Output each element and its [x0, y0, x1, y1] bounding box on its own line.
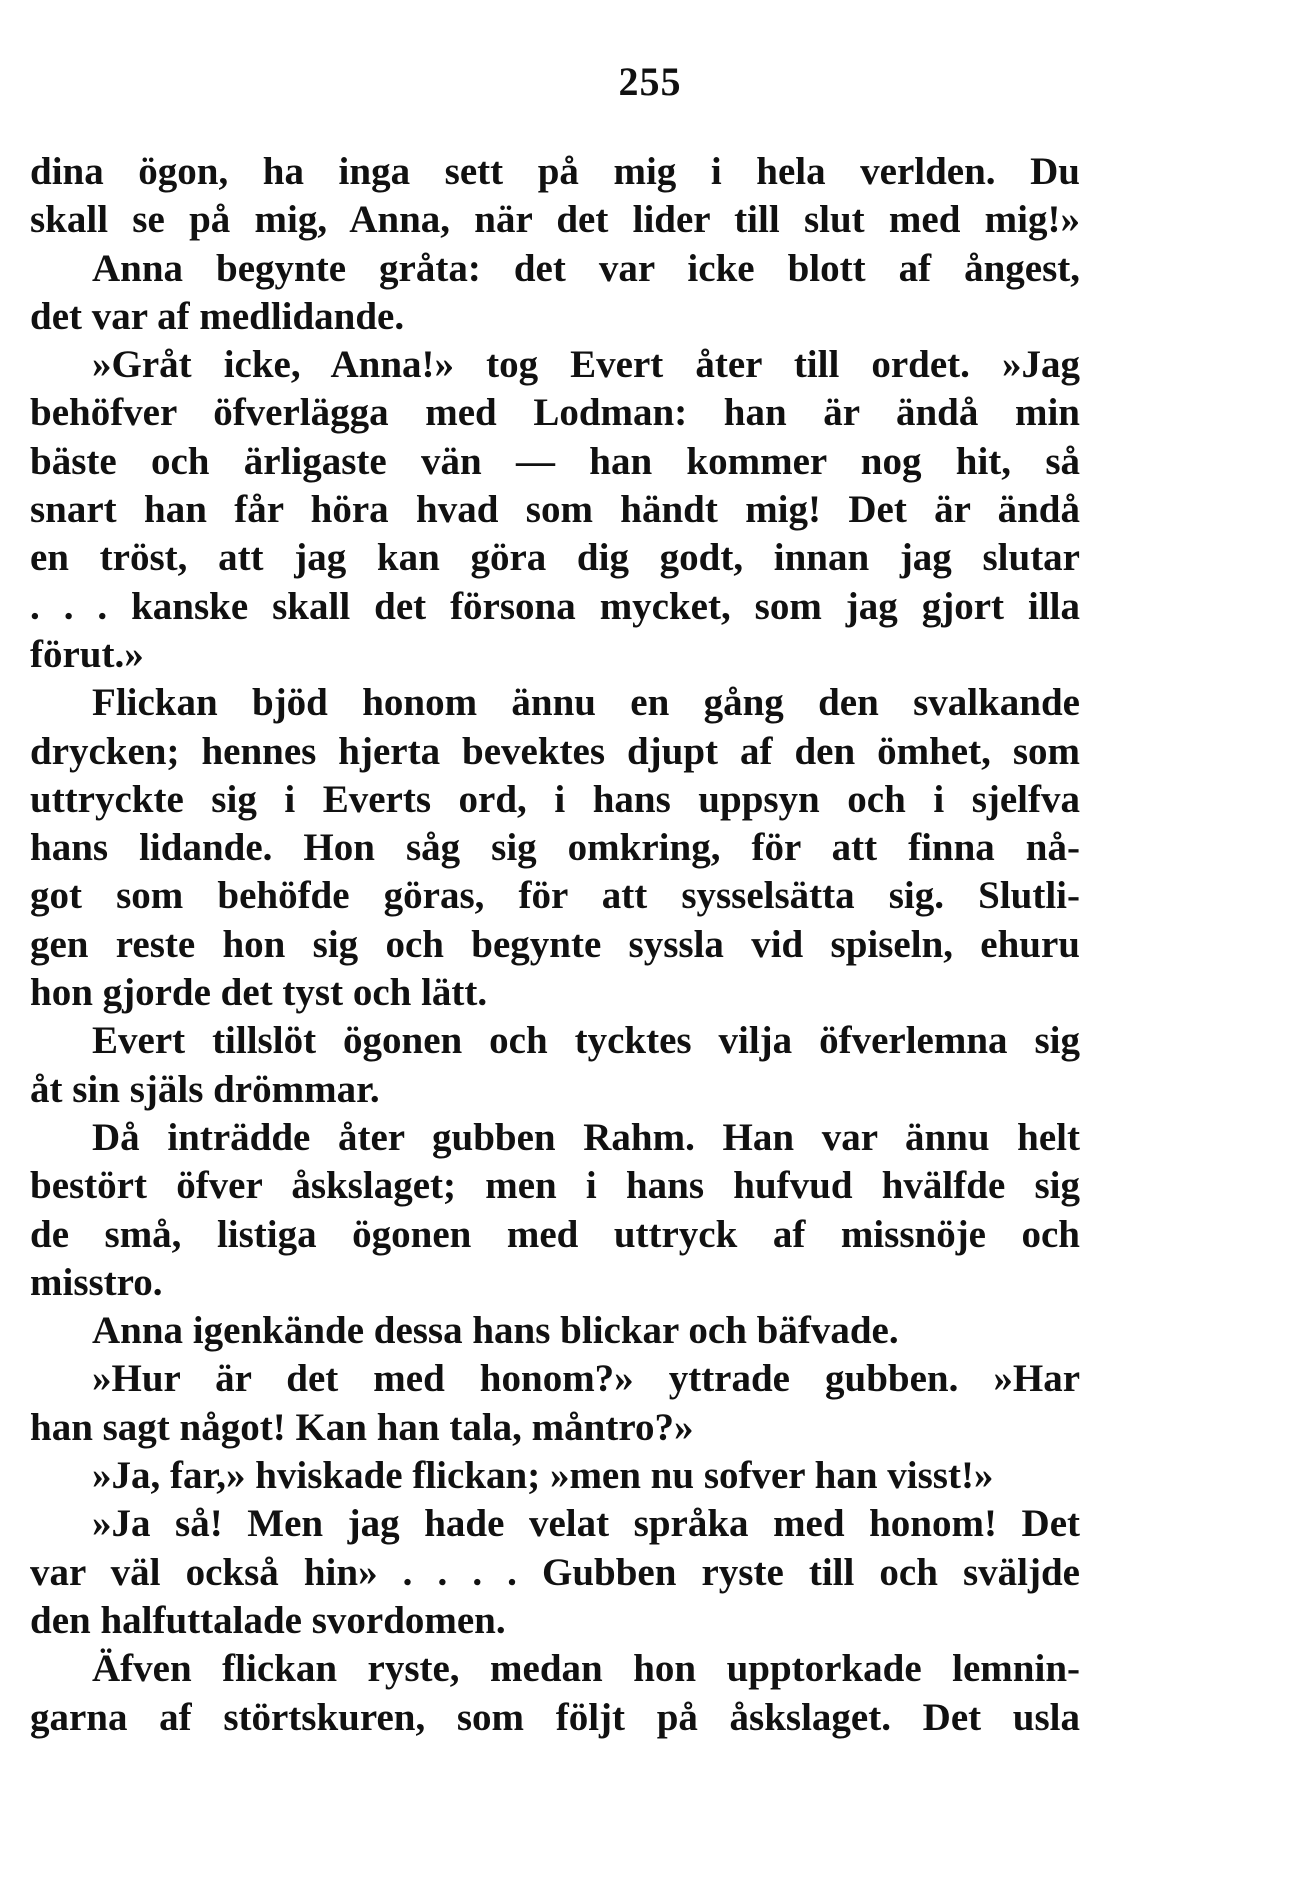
text-line: drycken; hennes hjerta bevektes djupt af den ömhet, som — [30, 729, 1080, 773]
text-line: hon gjorde det tyst och lätt. — [30, 971, 488, 1015]
text-line: de små, listiga ögonen med uttryck af missnöje och — [30, 1212, 1080, 1256]
text-line: got som behöfde göras, för att sysselsätta sig. Slutli- — [30, 874, 1080, 918]
text-line: Då inträdde åter gubben Rahm. Han var ännu helt — [92, 1115, 1080, 1159]
text-line: garna af störtskuren, som följt på åskslaget. Det usla — [30, 1695, 1080, 1739]
text-line: uttryckte sig i Everts ord, i hans uppsyn och i sjelfva — [30, 777, 1080, 821]
text-line: Äfven flickan ryste, medan hon upptorkade lemnin- — [92, 1647, 1080, 1691]
text-line: »Hur är det med honom?» yttrade gubben. »Har — [92, 1357, 1080, 1401]
body-text — [30, 148, 1080, 1742]
text-line: misstro. — [30, 1260, 163, 1304]
text-line: . . . kanske skall det försona mycket, som jag gjort illa — [30, 584, 1080, 628]
text-line: dina ögon, ha inga sett på mig i hela verlden. Du — [30, 150, 1080, 193]
text-line: Flickan bjöd honom ännu en gång den svalkande — [92, 681, 1080, 725]
page-number: 255 — [618, 59, 682, 104]
text-line: Anna igenkände dessa hans blickar och bäfvade. — [92, 1309, 899, 1353]
text-line: snart han får höra hvad som händt mig! Det är ändå — [30, 488, 1080, 532]
text-line: förut.» — [30, 632, 144, 676]
text-line: gen reste hon sig och begynte syssla vid spiseln, ehuru — [30, 922, 1080, 966]
text-line: den halfuttalade svordomen. — [30, 1598, 506, 1642]
text-line: han sagt något! Kan han tala, måntro?» — [30, 1405, 694, 1449]
text-line: »Gråt icke, Anna!» tog Evert åter till ordet. »Jag — [92, 343, 1080, 387]
text-line: bäste och ärligaste vän — han kommer nog hit, så — [30, 439, 1080, 483]
text-line: Anna begynte gråta: det var icke blott af ångest, — [92, 246, 1080, 290]
text-line: »Ja så! Men jag hade velat språka med honom! Det — [92, 1502, 1080, 1546]
text-line: Evert tillslöt ögonen och tycktes vilja öfverlemna sig — [92, 1019, 1080, 1063]
text-line: »Ja, far,» hviskade flickan; »men nu sofver han visst!» — [92, 1454, 994, 1498]
text-line: en tröst, att jag kan göra dig godt, innan jag slutar — [30, 536, 1080, 580]
text-line: det var af medlidande. — [30, 294, 405, 338]
text-line: hans lidande. Hon såg sig omkring, för att finna nå- — [30, 826, 1080, 870]
text-line: skall se på mig, Anna, när det lider till slut med mig!» — [30, 198, 1080, 242]
text-line: bestört öfver åskslaget; men i hans hufvud hvälfde sig — [30, 1164, 1080, 1208]
text-line: behöfver öfverlägga med Lodman: han är ändå min — [30, 391, 1080, 435]
text-line: åt sin själs drömmar. — [30, 1067, 380, 1111]
text-line: var väl också hin» . . . . Gubben ryste till och sväljde — [30, 1550, 1080, 1594]
